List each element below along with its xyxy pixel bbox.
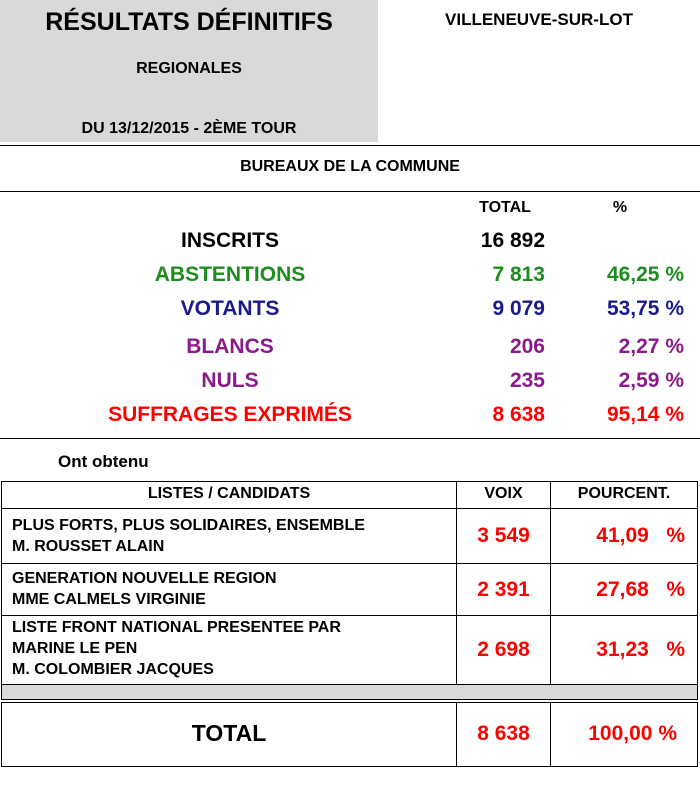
table-cell-pct [550, 615, 698, 685]
stat-total: 8 638 [492, 403, 545, 426]
table-header-lists [1, 481, 457, 509]
results-table [1, 481, 698, 767]
total-percent: 100,00 % [588, 722, 677, 745]
total-cell-voix [456, 702, 551, 767]
stat-percent: 2,59 % [618, 369, 684, 392]
stat-percent: 46,25 % [606, 263, 684, 286]
table-cell-voix [456, 563, 551, 616]
stat-label: NULS [201, 369, 259, 392]
list-percent: 41,09 % [596, 524, 685, 547]
column-header-total: TOTAL [479, 199, 531, 216]
list-name [12, 617, 341, 680]
list-voix: 2 391 [477, 578, 530, 601]
list-voix: 2 698 [477, 638, 530, 661]
list-line: LISTE FRONT NATIONAL PRESENTEE PAR [12, 619, 341, 636]
stat-total: 9 079 [492, 297, 545, 320]
stat-total: 206 [509, 335, 545, 358]
candidate-name: M. COLOMBIER JACQUES [12, 661, 214, 678]
table-cell-pct [550, 508, 698, 564]
header-label: VOIX [484, 485, 523, 502]
candidate-name: MME CALMELS VIRGINIE [12, 591, 206, 608]
section-title: BUREAUX DE LA COMMUNE [240, 158, 460, 175]
election-type: REGIONALES [136, 60, 242, 77]
table-header-voix [456, 481, 551, 509]
table-row-list [1, 508, 457, 564]
divider [0, 438, 700, 439]
list-percent: 31,23 % [596, 638, 685, 661]
list-name [12, 568, 277, 610]
stat-percent: 2,27 % [618, 335, 684, 358]
list-name [12, 515, 365, 557]
total-label: TOTAL [191, 720, 267, 746]
table-cell-voix [456, 615, 551, 685]
stat-label: VOTANTS [180, 297, 280, 320]
spacer-row [1, 684, 698, 700]
total-row-label [1, 702, 457, 767]
header-label: POURCENT. [577, 485, 671, 502]
divider [0, 145, 700, 146]
stat-label: ABSTENTIONS [154, 263, 306, 286]
table-row-list [1, 615, 457, 685]
candidate-name: M. ROUSSET ALAIN [12, 538, 165, 555]
list-line: MARINE LE PEN [12, 640, 138, 657]
table-row-list [1, 563, 457, 616]
list-percent: 27,68 % [596, 578, 685, 601]
list-line: PLUS FORTS, PLUS SOLIDAIRES, ENSEMBLE [12, 517, 365, 534]
table-header-pourcent [550, 481, 698, 509]
table-cell-pct [550, 563, 698, 616]
page-title: RÉSULTATS DÉFINITIFS [45, 8, 333, 36]
commune-name: VILLENEUVE-SUR-LOT [445, 10, 633, 29]
divider [0, 191, 700, 192]
stat-label: BLANCS [186, 335, 274, 358]
total-cell-pct [550, 702, 698, 767]
column-header-percent: % [612, 199, 628, 216]
table-cell-voix [456, 508, 551, 564]
stat-percent: 95,14 % [606, 403, 684, 426]
total-voix: 8 638 [477, 722, 530, 745]
stat-label: INSCRITS [180, 229, 279, 252]
results-intro: Ont obtenu [58, 452, 149, 471]
election-date: DU 13/12/2015 - 2ÈME TOUR [81, 120, 297, 137]
list-line: GENERATION NOUVELLE REGION [12, 570, 277, 587]
header-label: LISTES / CANDIDATS [147, 485, 311, 502]
stat-label: SUFFRAGES EXPRIMÉS [108, 403, 352, 426]
list-voix: 3 549 [477, 524, 530, 547]
stat-total: 16 892 [480, 229, 545, 252]
stat-percent: 53,75 % [606, 297, 684, 320]
stat-total: 7 813 [492, 263, 545, 286]
stat-total: 235 [509, 369, 545, 392]
